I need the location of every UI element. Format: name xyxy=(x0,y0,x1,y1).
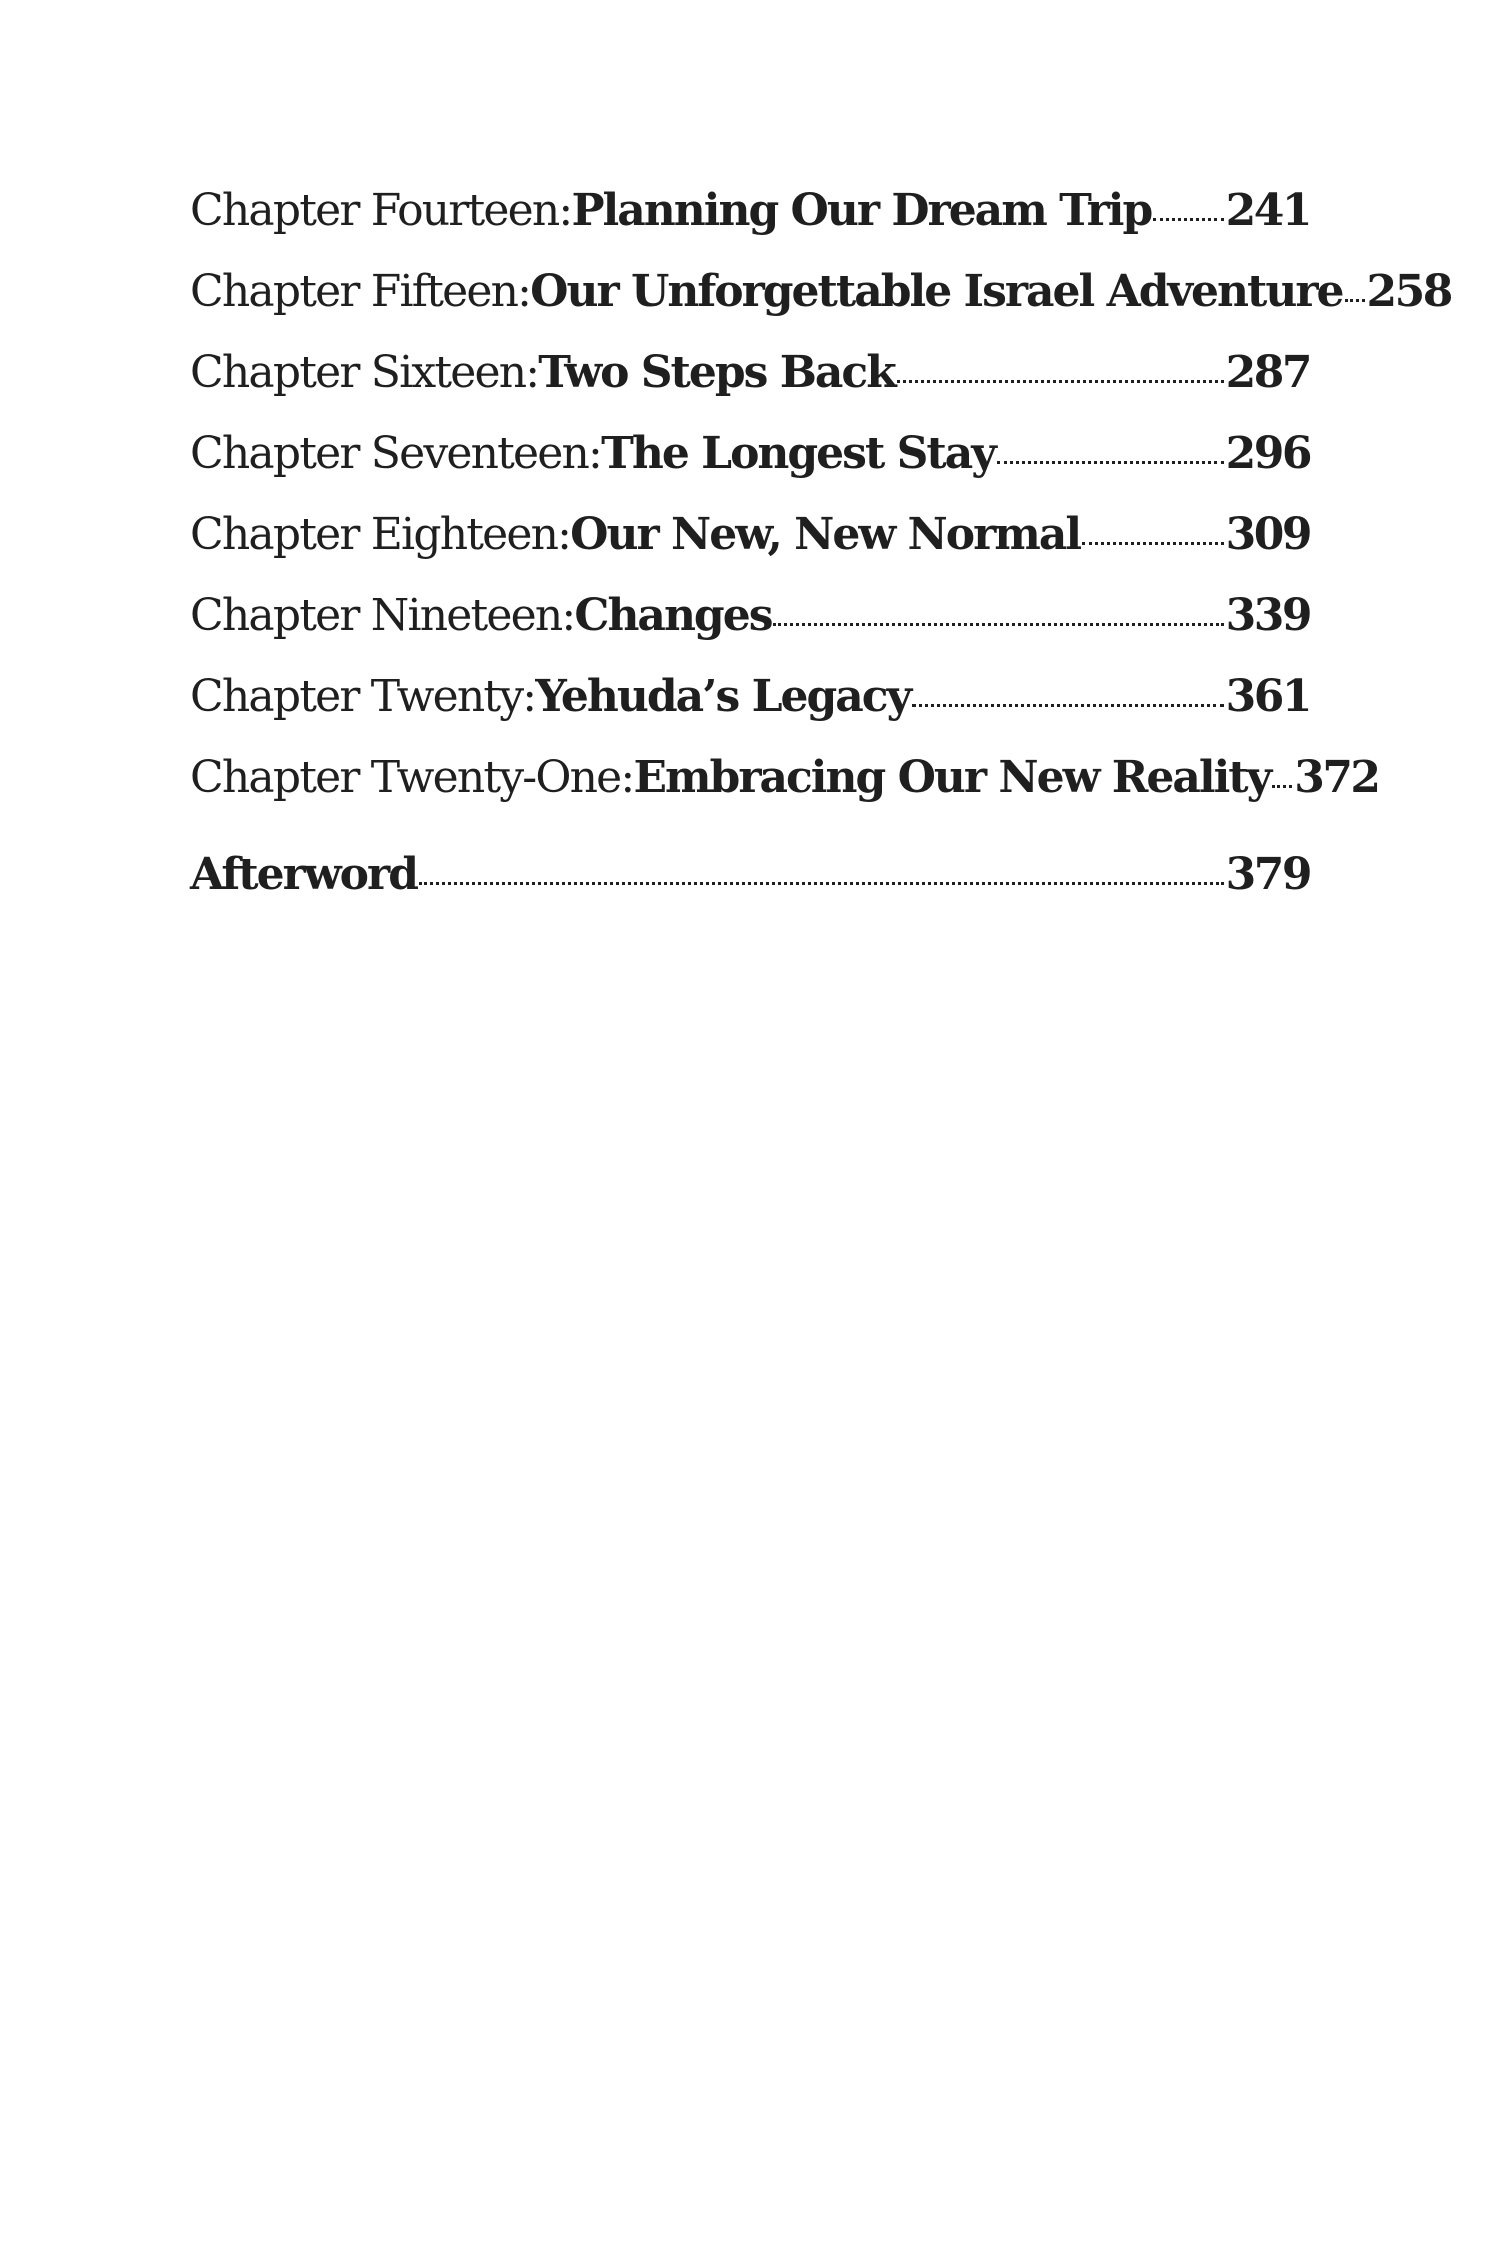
dot-leader xyxy=(1345,299,1365,302)
page-number: 287 xyxy=(1225,347,1310,398)
chapter-label: Chapter Eighteen: xyxy=(190,509,571,560)
toc-entry-chapter-sixteen[interactable] xyxy=(190,332,1310,413)
toc-entry-chapter-fourteen[interactable] xyxy=(190,170,1310,251)
chapter-title: Our New, New Normal xyxy=(570,509,1081,560)
chapter-label: Chapter Twenty: xyxy=(190,671,536,722)
chapter-label: Chapter Seventeen: xyxy=(190,428,602,479)
dot-leader xyxy=(419,882,1224,885)
page-number: 258 xyxy=(1366,266,1451,317)
chapter-label: Chapter Fourteen: xyxy=(190,185,572,236)
page-number: 379 xyxy=(1225,849,1310,900)
toc-entry-chapter-twenty-one[interactable] xyxy=(190,737,1379,818)
afterword-title: Afterword xyxy=(190,849,417,900)
dot-leader xyxy=(1272,785,1292,788)
dot-leader xyxy=(897,380,1224,383)
dot-leader xyxy=(1082,542,1224,545)
chapter-title: Our Unforgettable Israel Adventure xyxy=(530,266,1343,317)
page-number: 296 xyxy=(1225,428,1310,479)
page-number: 372 xyxy=(1294,752,1379,803)
chapter-title: Two Steps Back xyxy=(538,347,895,398)
chapter-title: Yehuda’s Legacy xyxy=(535,671,911,722)
chapter-label: Chapter Sixteen: xyxy=(190,347,539,398)
dot-leader xyxy=(912,704,1224,707)
page-number: 361 xyxy=(1225,671,1310,722)
toc-entry-afterword[interactable] xyxy=(190,834,1310,915)
dot-leader xyxy=(1153,218,1223,221)
chapter-title: Embracing Our New Reality xyxy=(633,752,1271,803)
dot-leader xyxy=(773,623,1223,626)
dot-leader xyxy=(997,461,1224,464)
chapter-label: Chapter Fifteen: xyxy=(190,266,531,317)
chapter-label: Chapter Nineteen: xyxy=(190,590,575,641)
toc-entry-chapter-eighteen[interactable] xyxy=(190,494,1310,575)
toc-entry-chapter-fifteen[interactable] xyxy=(190,251,1451,332)
toc-entry-chapter-nineteen[interactable] xyxy=(190,575,1310,656)
page-number: 309 xyxy=(1225,509,1310,560)
chapter-title: Changes xyxy=(574,590,772,641)
chapter-label: Chapter Twenty-One: xyxy=(190,752,634,803)
table-of-contents xyxy=(190,170,1451,915)
page-number: 241 xyxy=(1225,185,1310,236)
chapter-title: Planning Our Dream Trip xyxy=(571,185,1152,236)
page-number: 339 xyxy=(1225,590,1310,641)
toc-entry-chapter-seventeen[interactable] xyxy=(190,413,1310,494)
chapter-title: The Longest Stay xyxy=(601,428,995,479)
toc-entry-chapter-twenty[interactable] xyxy=(190,656,1310,737)
